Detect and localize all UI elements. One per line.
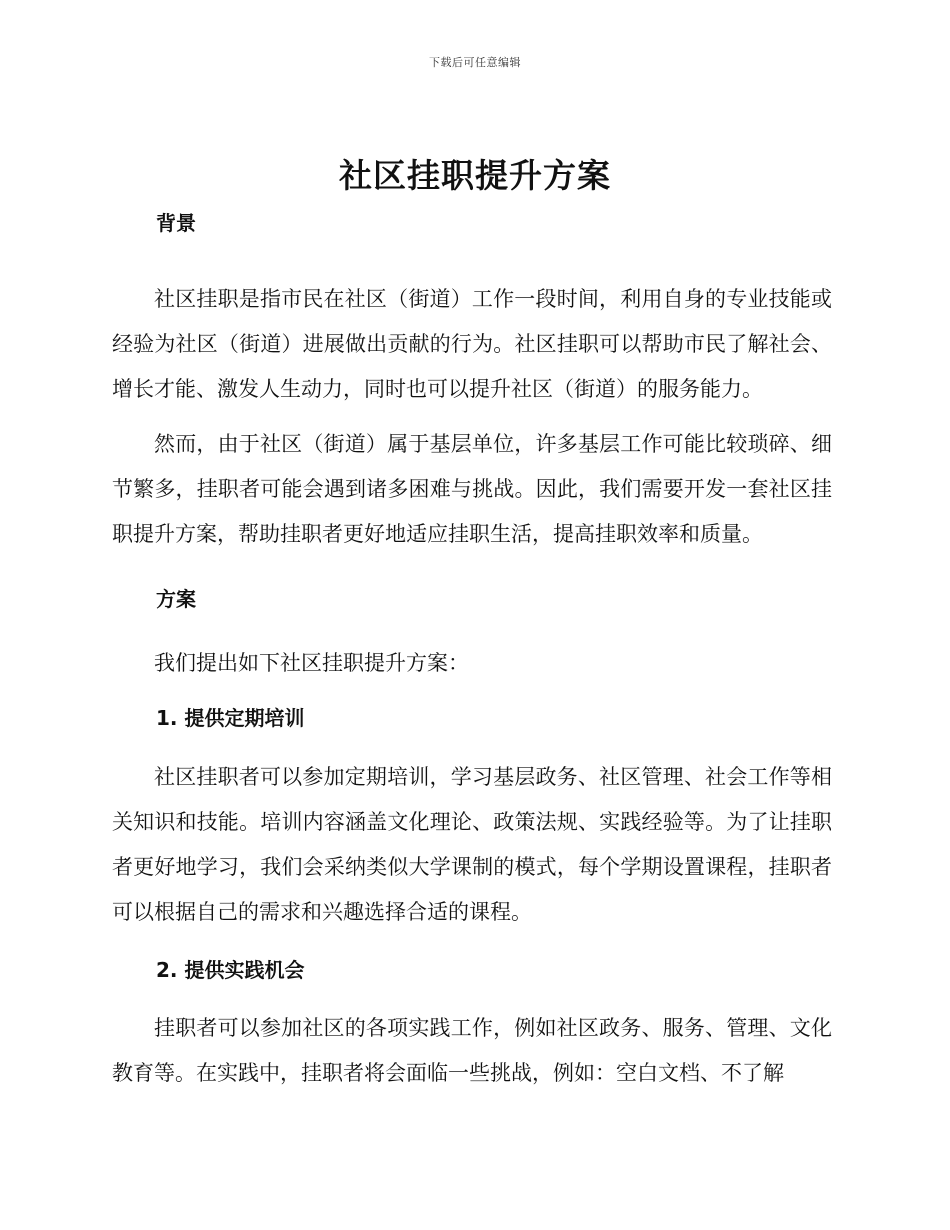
paragraph-background-1: 社区挂职是指市民在社区（街道）工作一段时间，利用自身的专业技能或经验为社区（街道）进展做出贡献的行为。社区挂职可以帮助市民了解社会、增长才能、激发人生动力，同时也可以提升社区（街道）的服务能力。 [112,287,832,401]
paragraph-plan-intro: 我们提出如下社区挂职提升方案： [154,651,469,675]
header-note: 下载后可任意编辑 [429,56,521,69]
paragraph-practice: 挂职者可以参加社区的各项实践工作，例如社区政务、服务、管理、文化教育等。在实践中，挂职者将会面临一些挑战，例如：空白文档、不了解 [112,1016,832,1085]
paragraph-background-2: 然而，由于社区（街道）属于基层单位，许多基层工作可能比较琐碎、细节繁多，挂职者可能会遇到诸多困难与挑战。因此，我们需要开发一套社区挂职提升方案，帮助挂职者更好地适应挂职生活，提高挂职效率和质量。 [112,432,832,546]
paragraph-training: 社区挂职者可以参加定期培训，学习基层政务、社区管理、社会工作等相关知识和技能。培训内容涵盖文化理论、政策法规、实践经验等。为了让挂职者更好地学习，我们会采纳类似大学课制的模式，每个学期设置课程，挂职者可以根据自己的需求和兴趣选择合适的课程。 [112,765,832,924]
document-title: 社区挂职提升方案 [339,156,611,195]
item-heading-practice: 2. 提供实践机会 [156,958,305,982]
section-heading-background: 背景 [156,211,196,235]
item-heading-training: 1. 提供定期培训 [156,706,305,730]
section-heading-plan: 方案 [156,587,196,611]
document-body [112,205,832,1096]
